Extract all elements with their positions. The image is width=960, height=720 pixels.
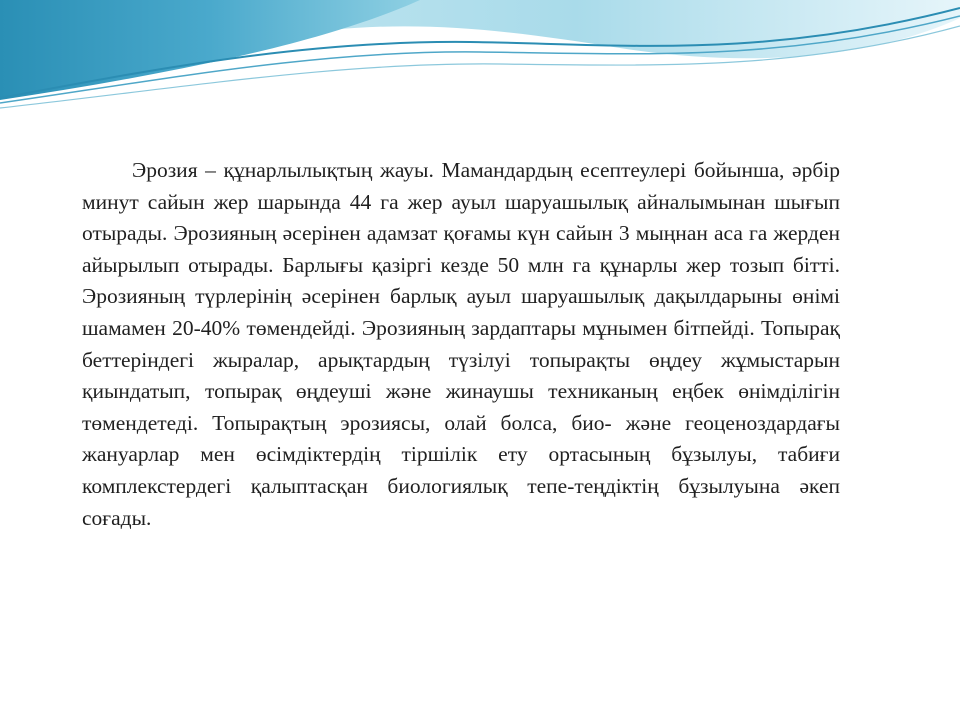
wave-header-decoration (0, 0, 960, 120)
body-paragraph: Эрозия – құнарлылықтың жауы. Мамандардың есептеулері бойынша, әрбір минут сайын жер шарында 44 га жер ауыл шаруашылық айналымынан шығып отырады. Эрозияның әсерінен адамзат қоғамы күн сайын 3 мыңнан аса га жерден айырылып отырады. Барлығы қазіргі кезде 50 млн га құнарлы жер тозып бітті. Эрозияның түрлерінің әсерінен барлық ауыл шаруашылық дақылдарыны өнімі шамамен 20-40% төмендейді. Эрозияның зардаптары мұнымен бітпейді. Топырақ беттеріндегі жыралар, арықтардың түзілуі топырақты өңдеу жұмыстарын қиындатып, топырақ өңдеуші және жинаушы техниканың еңбек өнімділігін төмендетеді. Топырақтың эрозиясы, олай болса, био- және геоценоздардағы жануарлар мен өсімдіктердің тіршілік ету ортасының бұзылуы, табиғи комплекстердегі қалыптасқан биологиялық тепе-теңдіктің бұзылуына әкеп соғады. (82, 158, 840, 530)
wave-dark-shape (0, 0, 420, 100)
